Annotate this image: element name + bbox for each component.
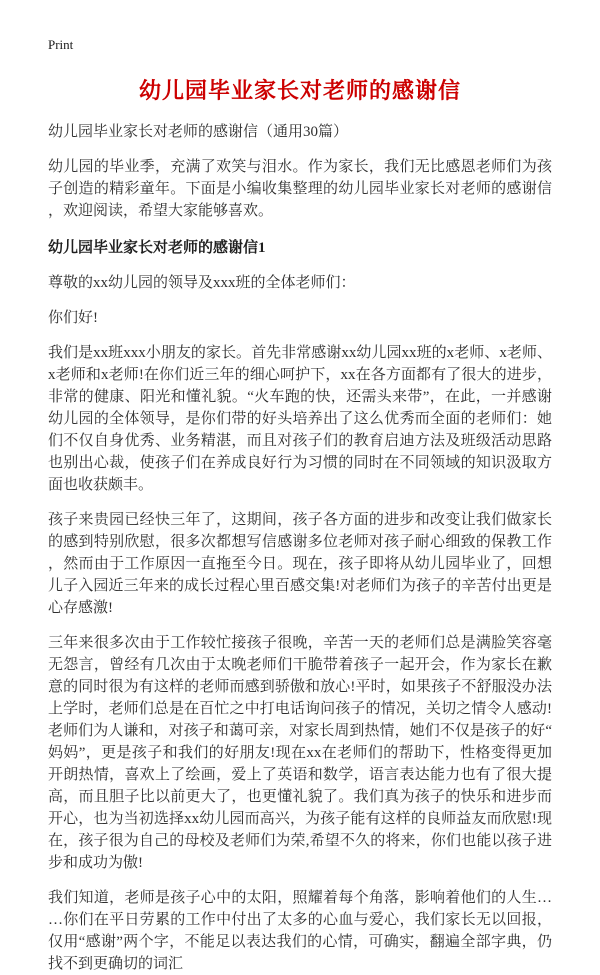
body-paragraph-3: 三年来很多次由于工作较忙接孩子很晚，辛苦一天的老师们总是满脸笑容毫无怨言，曾经有几次由于太晚老师们干脆带着孩子一起开会，作为家长在歉意的同时很为有这样的老师而感到骄傲和放心!平时，如果孩子不舒服没办法上学时，老师们总是在百忙之中打电话询问孩子的情况，关切之情令人感动!老师们为人谦和，对孩子和蔼可亲，对家长周到热情，她们不仅是孩子的好“妈妈”，更是孩子和我们的好朋友!现在xx在老师们的帮助下，性格变得更加开朗热情，喜欢上了绘画，爱上了英语和数学，语言表达能力也有了很大提高，而且胆子比以前更大了，也更懂礼貌了。我们真为孩子的快乐和进步而开心，也为当初选择xx幼儿园而高兴，为孩子能有这样的良师益友而欣慰!现在，孩子很为自己的母校及老师们为荣,希望不久的将来，你们也能以孩子进步和成功为傲! <box>48 635 552 871</box>
page-title: 幼儿园毕业家长对老师的感谢信 <box>138 78 461 103</box>
body-paragraph-4: 我们知道，老师是孩子心中的太阳，照耀着每个角落，影响着他们的人生……你们在平日劳累的工作中付出了太多的心血与爱心，我们家长无以回报，仅用“感谢”两个字，不能足以表达我们的心情，可确实，翻遍全部字典，仍找不到更确切的词汇 <box>48 890 552 972</box>
body-paragraph-1: 我们是xx班xxx小朋友的家长。首先非常感谢xx幼儿园xx班的x老师、x老师、x老师和x老师!在你们近三年的细心呵护下，xx在各方面都有了很大的进步，非常的健康、阳光和懂礼貌。“火车跑的快，还需头来带”，在此，一并感谢幼儿园的全体领导，是你们带的好头培养出了这么优秀而全面的老师们：她们不仅自身优秀、业务精湛，而且对孩子们的教育启迪方法及班级活动思路也别出心裁，使孩子们在养成良好行为习惯的同时在不同领域的知识汲取方面也收获颇丰。 <box>48 345 552 493</box>
print-link[interactable]: Print <box>48 37 74 52</box>
salutation-line: 尊敬的xx幼儿园的领导及xxx班的全体老师们： <box>48 275 356 291</box>
body-paragraph-2: 孩子来贵园已经快三年了，这期间，孩子各方面的进步和改变让我们做家长的感到特别欣慰，很多次都想写信感谢多位老师对孩子耐心细致的保教工作，然而由于工作原因一直拖至今日。现在，孩子即将从幼儿园毕业了，回想儿子入园近三年来的成长过程心里百感交集!对老师们为孩子的辛苦付出更是心存感激! <box>48 512 552 616</box>
greeting-line: 你们好! <box>48 310 98 326</box>
section-heading: 幼儿园毕业家长对老师的感谢信1 <box>48 240 266 256</box>
intro-paragraph: 幼儿园的毕业季，充满了欢笑与泪水。作为家长，我们无比感恩老师们为孩子创造的精彩童年。下面是小编收集整理的幼儿园毕业家长对老师的感谢信，欢迎阅读，希望大家能够喜欢。 <box>48 159 552 219</box>
doc-subtitle: 幼儿园毕业家长对老师的感谢信（通用30篇） <box>48 124 349 140</box>
